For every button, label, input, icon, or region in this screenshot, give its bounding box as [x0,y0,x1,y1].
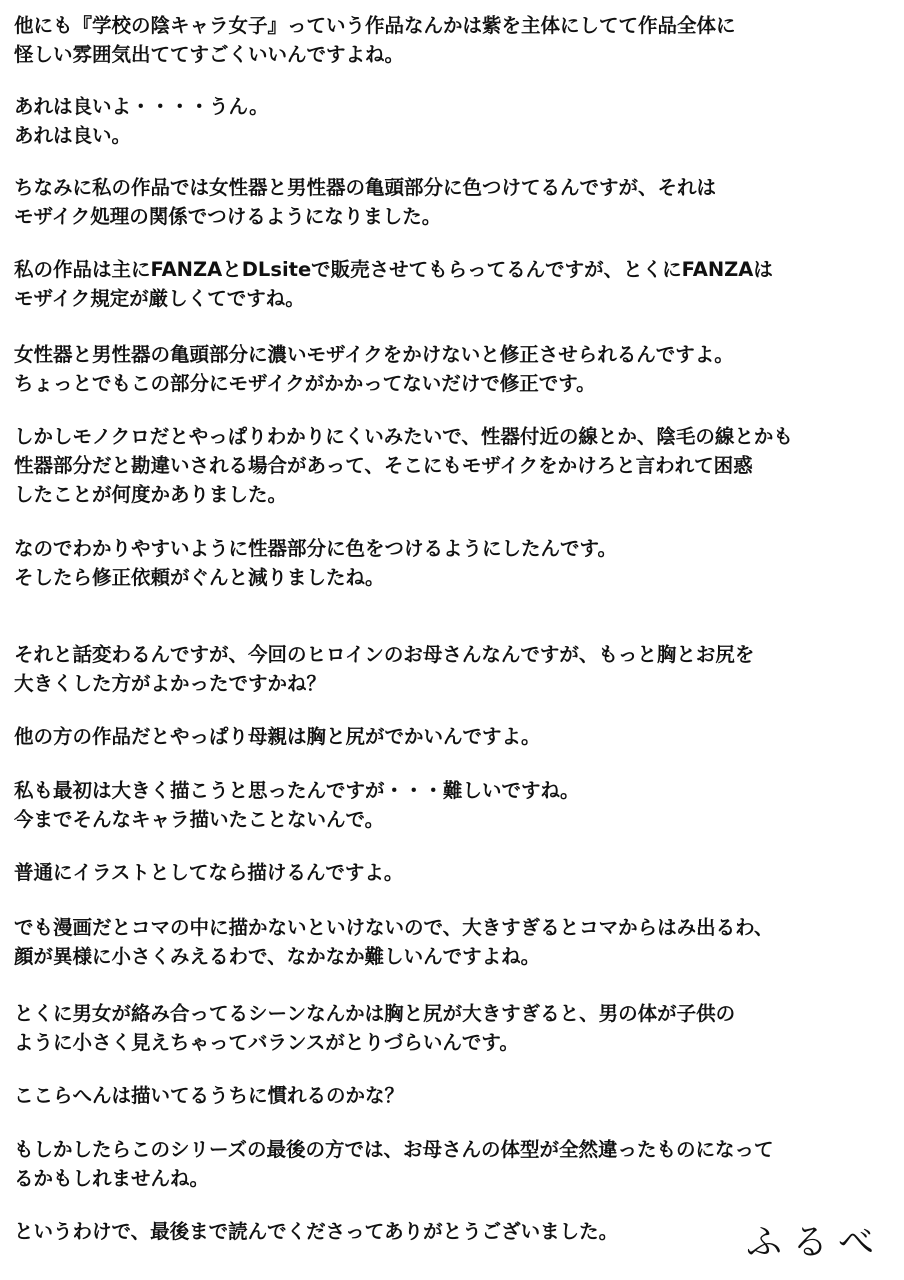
text-line: 大きくした方がよかったですかね？ [14,672,327,695]
text-line: とくに男女が絡み合ってるシーンなんかは胸と尻が大きすぎると、男の体が子供の [14,1002,736,1025]
text-line: それと話変わるんですが、今回のヒロインのお母さんなんですが、もっと胸とお尻を [14,643,755,666]
text-line: るかもしれませんね。 [14,1167,210,1190]
text-line: というわけで、最後まで読んでくださってありがとうございました。 [14,1220,619,1243]
author-signature: ふるべ [745,1222,884,1263]
text-line: ちなみに私の作品では女性器と男性器の亀頭部分に色つけてるんですが、それは [14,176,717,199]
text-line: 顔が異様に小さくみえるわで、なかなか難しいんですよね。 [14,945,541,968]
text-line: あれは良い。 [14,124,132,147]
text-line: ここらへんは描いてるうちに慣れるのかな？ [14,1084,405,1107]
text-line: 他の方の作品だとやっぱり母親は胸と尻がでかいんですよ。 [14,725,541,748]
text-line: したことが何度かありました。 [14,483,288,506]
text-line: 今までそんなキャラ描いたことないんで。 [14,808,385,831]
text-line: 怪しい雰囲気出ててすごくいいんですよね。 [14,43,405,66]
text-line: モザイク処理の関係でつけるようになりました。 [14,205,442,228]
text-line: そしたら修正依頼がぐんと減りましたね。 [14,566,385,589]
text-line: 普通にイラストとしてなら描けるんですよ。 [14,861,404,884]
text-line: 他にも『学校の陰キャラ女子』っていう作品なんかは紫を主体にしてて作品全体に [14,14,736,37]
text-line: あれは良いよ・・・・うん。 [14,95,269,118]
text-line: でも漫画だとコマの中に描かないといけないので、大きすぎるとコマからはみ出るわ、 [14,916,774,939]
text-line: ように小さく見えちゃってバランスがとりづらいんです。 [14,1031,519,1054]
text-line: 私も最初は大きく描こうと思ったんですが・・・難しいですね。 [14,779,580,802]
text-line: 私の作品は主にFANZAとDLsiteで販売させてもらってるんですが、とくにFANZAは [14,258,773,281]
text-line: しかしモノクロだとやっぱりわかりにくいみたいで、性器付近の線とか、陰毛の線とかも [14,425,793,448]
text-line: モザイク規定が厳しくてですね。 [14,287,305,310]
text-line: ちょっとでもこの部分にモザイクがかかってないだけで修正です。 [14,372,596,395]
text-line: なのでわかりやすいように性器部分に色をつけるようにしたんです。 [14,537,617,560]
text-line: 女性器と男性器の亀頭部分に濃いモザイクをかけないと修正させられるんですよ。 [14,343,734,366]
text-line: もしかしたらこのシリーズの最後の方では、お母さんの体型が全然違ったものになって [14,1138,774,1161]
text-line: 性器部分だと勘違いされる場合があって、そこにもモザイクをかけろと言われて困惑 [14,454,753,477]
